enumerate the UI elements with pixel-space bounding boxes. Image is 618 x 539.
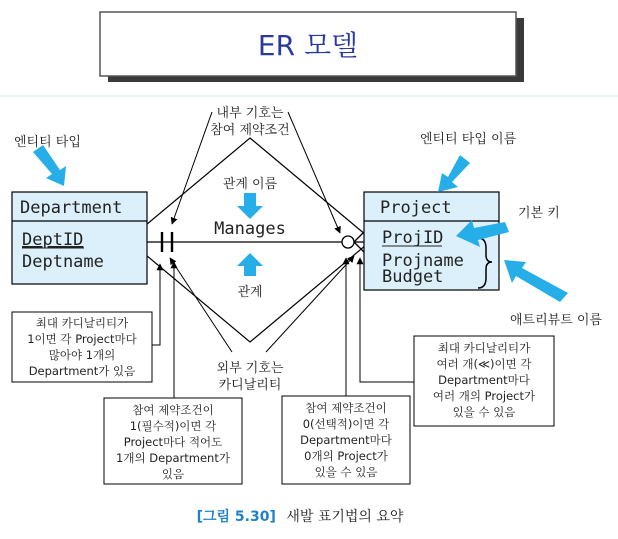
arrow-icon xyxy=(33,145,66,186)
box-line: Project마다 적어도 xyxy=(123,435,223,449)
label-internal-symbol: 내부 기호는 xyxy=(216,106,284,121)
box-max-cardinality-right xyxy=(414,336,554,426)
label-entity-type-name: 엔티티 타입 이름 xyxy=(420,132,517,147)
relationship-name: Manages xyxy=(214,219,286,239)
box-line: 최대 카디날리티가 xyxy=(35,316,129,330)
box-line: 0개의 Project가 xyxy=(304,449,388,463)
department-key-attribute: DeptID xyxy=(22,230,84,250)
entity-project xyxy=(364,192,499,290)
leader-line xyxy=(152,264,160,345)
box-participation-right xyxy=(282,396,410,484)
project-attribute: Projname xyxy=(382,251,464,271)
box-line: 있을 수 있음 xyxy=(314,465,378,479)
title-box xyxy=(100,12,524,82)
label-internal-symbol: 참여 제약조건 xyxy=(210,123,290,138)
box-line: 1(필수적)이면 각 xyxy=(129,419,217,433)
optional-circle xyxy=(342,236,354,248)
project-key-attribute: ProjID xyxy=(382,228,444,248)
page-title: ER 모델 xyxy=(257,29,359,62)
box-line: Department마다 xyxy=(300,433,392,447)
label-external-symbol: 외부 기호는 xyxy=(216,361,284,376)
entity-department xyxy=(12,192,147,284)
box-line: 여러 개(≪)이면 각 xyxy=(436,357,532,371)
box-line: 참여 제약조건이 xyxy=(305,401,387,415)
box-line: 1이면 각 Project마다 xyxy=(27,332,137,346)
box-max-cardinality-left xyxy=(12,312,152,382)
box-line: 있음 xyxy=(161,467,185,481)
box-line: 최대 카디날리티가 xyxy=(437,341,531,355)
figure-caption xyxy=(197,508,404,525)
box-line: 1개의 Department가 xyxy=(116,451,230,465)
box-line: 여러 개의 Project가 xyxy=(432,389,536,403)
label-external-symbol: 카디날리티 xyxy=(218,378,282,393)
box-line: 0(선택적)이면 각 xyxy=(302,417,390,431)
figure-text: 새발 표기법의 요약 xyxy=(286,509,404,525)
label-primary-key: 기본 키 xyxy=(518,206,560,221)
label-entity-type: 엔티티 타입 xyxy=(14,135,81,150)
arrow-icon xyxy=(438,155,470,192)
box-participation-left xyxy=(104,398,242,484)
label-relationship-name: 관계 이름 xyxy=(222,177,278,192)
box-line: Department마다 xyxy=(438,373,530,387)
figure-number: [그림 5.30] xyxy=(196,509,276,525)
label-relationship: 관계 xyxy=(237,285,263,300)
relationship-diamond xyxy=(128,138,372,342)
box-line: Department가 있음 xyxy=(28,364,136,378)
box-line: 많아야 1개의 xyxy=(48,348,116,362)
arrow-icon xyxy=(504,260,568,302)
box-line: 있을 수 있음 xyxy=(452,405,516,419)
department-entity-name: Department xyxy=(20,198,123,218)
box-line: 참여 제약조건이 xyxy=(132,403,214,417)
project-entity-name: Project xyxy=(380,198,452,218)
label-attribute-name: 애트리뷰트 이름 xyxy=(510,313,603,328)
project-attribute: Budget xyxy=(382,267,444,287)
department-attribute: Deptname xyxy=(22,252,104,272)
